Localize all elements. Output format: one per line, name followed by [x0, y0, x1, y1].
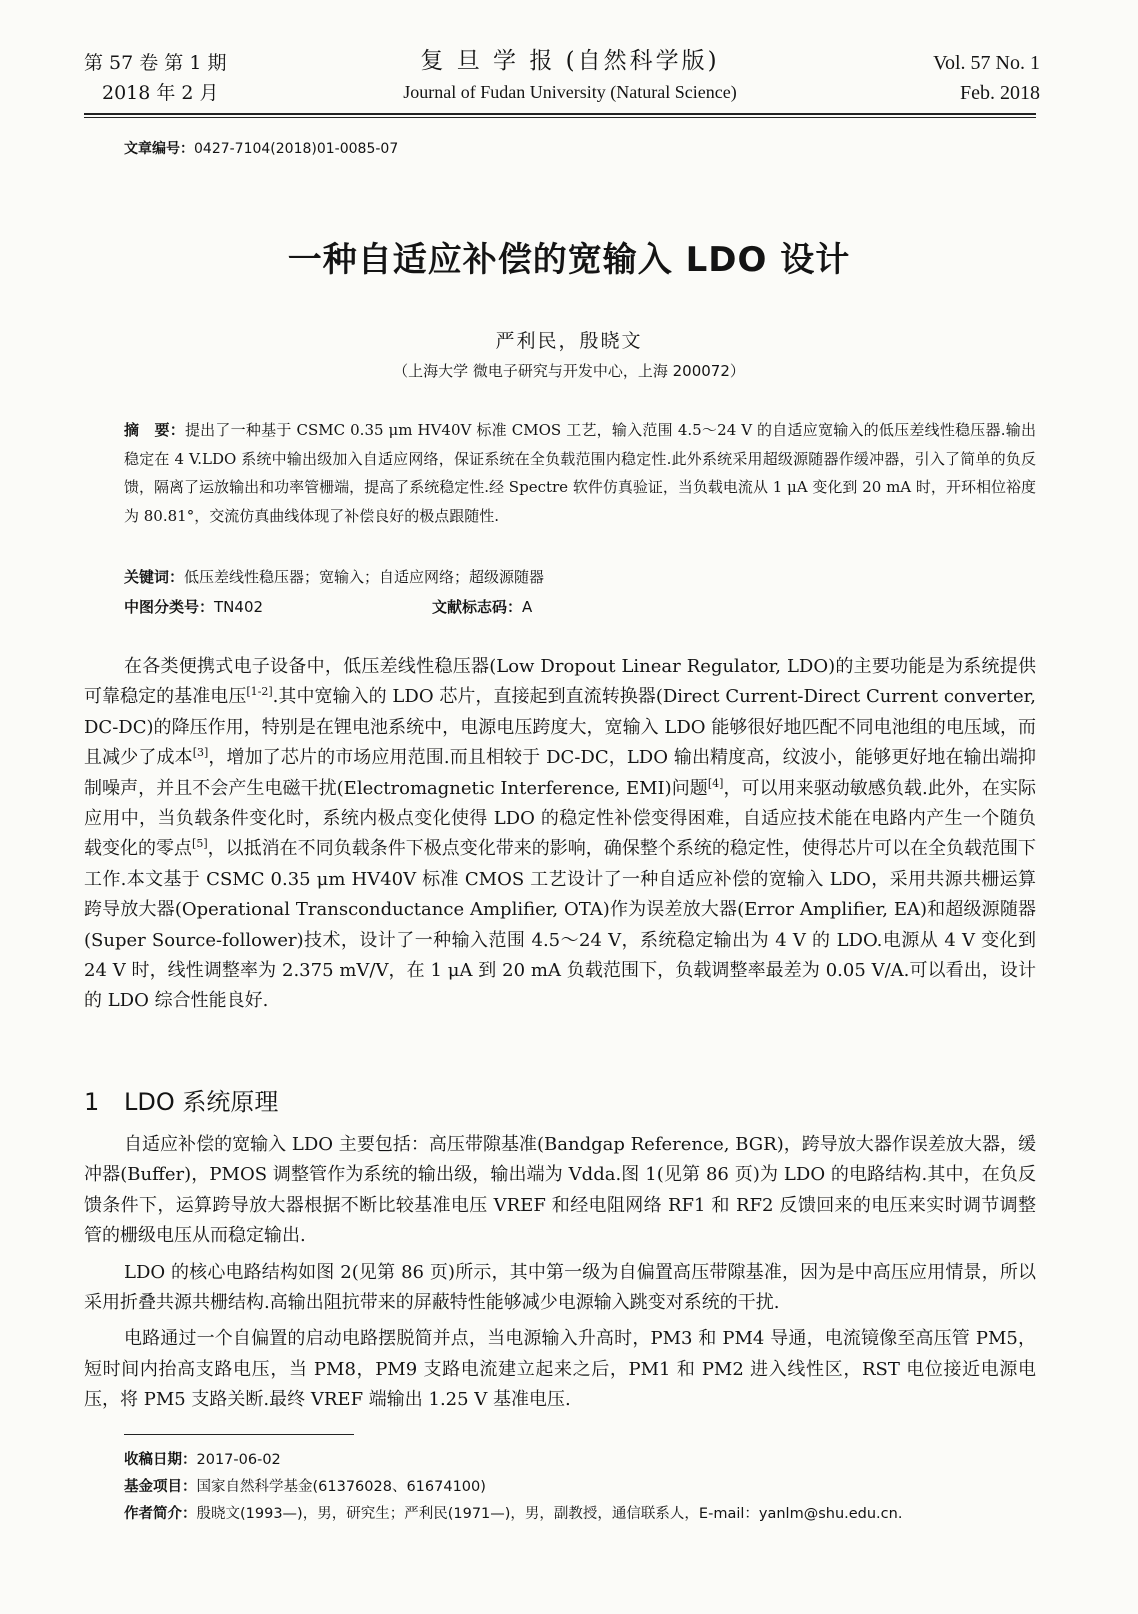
paper-title: 一种自适应补偿的宽输入 LDO 设计	[287, 240, 851, 280]
intro-paragraph	[84, 652, 1036, 1017]
footnote-rule	[124, 1434, 354, 1435]
abstract	[124, 416, 1036, 530]
header-vol-no: Vol. 57 No. 1	[933, 52, 1040, 74]
footnote-value: 2017-06-02	[196, 1452, 281, 1468]
article-number-value: 0427-7104(2018)01-0085-07	[194, 141, 399, 157]
citation: [4]	[707, 776, 724, 790]
intro-text-1: 在各类便携式电子设备中，低压差线性稳压器(Low Dropout Linear Regulator, LDO)的主要功能是为系统提供可靠稳定的基准电压	[84, 656, 1036, 708]
header-volume-issue: 第 57 卷 第 1 期	[84, 52, 227, 74]
footnote-author-bio	[124, 1501, 902, 1528]
intro-text-4: ，可以用来驱动敏感负载.此外，在实际应用中，当负载条件变化时，系统内极点变化使得 LDO 的稳定性补偿变得困难，自适应技术能在电路内产生一个随负载变化的零点	[84, 777, 1036, 860]
header-issue	[84, 48, 226, 108]
section-paragraph: LDO 的核心电路结构如图 2(见第 86 页)所示，其中第一级为自偏置高压带隙基准，因为是中高压应用情景，所以采用折叠共源共栅结构.高输出阻抗带来的屏蔽特性能够减少电源输入跳变对系统的干扰.	[84, 1261, 1036, 1314]
header-rule-thin	[84, 117, 1036, 118]
footnote-value: 殷晓文(1993—)，男，研究生；严利民(1971—)，男，副教授，通信联系人，E-mail：yanlm@shu.edu.cn.	[196, 1506, 903, 1522]
header-volume-en	[933, 48, 1040, 108]
footnote-value: 国家自然科学基金(61376028、61674100)	[196, 1479, 486, 1495]
intro-text-3: ，增加了芯片的市场应用范围.而且相较于 DC-DC，LDO 输出精度高，纹波小，能够更好地在输出端抑制噪声，并且不会产生电磁干扰(Electromagnetic Interference, EMI)问题	[84, 747, 1036, 799]
affiliation: （上海大学 微电子研究与开发中心，上海 200072）	[393, 362, 745, 380]
intro-text-5: ，以抵消在不同负载条件下极点变化带来的影响，确保整个系统的稳定性，使得芯片可以在全负载范围下工作.本文基于 CSMC 0.35 μm HV40V 标准 CMOS 工艺设计了一种自适应补偿的宽输入 LDO，采用共源共栅运算跨导放大器(Operational Transconductance Amplifier, OTA)作为误差放大器(Error Amplifier, EA)和超级源随器(Super Source-follower)技术，设计了一种输入范围 4.5～24 V，系统稳定输出为 4 V 的 LDO.电源从 4 V 变化到 24 V 时，线性调整率为 2.375 mV/V，在 1 μA 到 20 mA 负载范围下，负载调整率最差为 0.05 V/A.可以看出，设计的 LDO 综合性能良好.	[84, 838, 1036, 1012]
section-body	[84, 1130, 1036, 1422]
section-paragraph: 电路通过一个自偏置的启动电路摆脱简并点，当电源输入升高时，PM3 和 PM4 导通，电流镜像至高压管 PM5，短时间内抬高支路电压，当 PM8，PM9 支路电流建立起来之后，PM1 和 PM2 进入线性区，RST 电位接近电源电压，将 PM5 支路关断.最终 VREF 端输出 1.25 V 基准电压.	[84, 1328, 1036, 1411]
keywords-value: 低压差线性稳压器；宽输入；自适应网络；超级源随器	[184, 568, 545, 586]
header-date-cn: 2018 年 2 月	[102, 82, 219, 104]
footnote-label: 作者简介：	[124, 1506, 197, 1522]
journal-name-en: Journal of Fudan University (Natural Science)	[403, 82, 737, 102]
classification-label: 中图分类号：	[124, 598, 215, 616]
article-number	[124, 138, 398, 158]
section-number: 1	[84, 1088, 100, 1116]
header-date-en: Feb. 2018	[960, 82, 1040, 104]
section-paragraph: 自适应补偿的宽输入 LDO 主要包括：高压带隙基准(Bandgap Reference, BGR)，跨导放大器作误差放大器，缓冲器(Buffer)，PMOS 调整管作为系统的输出级，输出端为 Vdda.图 1(见第 86 页)为 LDO 的电路结构.其中，在负反馈条件下，运算跨导放大器根据不断比较基准电压 VREF 和经电阻网络 RF1 和 RF2 反馈回来的电压来实时调节调整管的栅级电压从而稳定输出.	[84, 1134, 1036, 1247]
journal-name-cn: 复 旦 学 报 (自然科学版)	[420, 48, 720, 74]
authors: 严利民，殷晓文	[495, 330, 643, 352]
header-rule-thick	[84, 113, 1036, 115]
footnote-label: 收稿日期：	[124, 1452, 197, 1468]
citation: [3]	[192, 746, 209, 760]
section-title: LDO 系统原理	[124, 1088, 279, 1116]
document-code-value: A	[522, 598, 533, 616]
abstract-label: 摘 要：	[124, 421, 185, 439]
document-code	[432, 596, 532, 617]
intro-text-2: .其中宽输入的 LDO 芯片，直接起到直流转换器(Direct Current-Direct Current converter, DC-DC)的降压作用，特别是在锂电池系统中，电源电压跨度大，宽输入 LDO 能够很好地匹配不同电池组的电压域，而且减少了成本	[84, 686, 1037, 769]
footnote-label: 基金项目：	[124, 1479, 197, 1495]
keywords-label: 关键词：	[124, 568, 185, 586]
section-heading	[84, 1082, 278, 1117]
article-number-label: 文章编号：	[124, 141, 194, 157]
abstract-text: 提出了一种基于 CSMC 0.35 μm HV40V 标准 CMOS 工艺，输入范围 4.5～24 V 的自适应宽输入的低压差线性稳压器.输出稳定在 4 V.LDO 系统中输出级加入自适应网络，保证系统在全负载范围内稳定性.此外系统采用超级源随器作缓冲器，引入了简单的负反馈，隔离了运放输出和功率管栅端，提高了系统稳定性.经 Spectre 软件仿真验证，当负载电流从 1 μA 变化到 20 mA 时，开环相位裕度为 80.81°，交流仿真曲线体现了补偿良好的极点跟随性.	[124, 421, 1036, 525]
citation: [1-2]	[246, 685, 273, 699]
keywords	[124, 566, 544, 587]
footnote-received	[124, 1447, 902, 1474]
footnotes	[124, 1447, 902, 1528]
classification-value: TN402	[214, 598, 264, 616]
classification-number	[124, 596, 263, 617]
document-code-label: 文献标志码：	[432, 598, 523, 616]
footnote-fund	[124, 1474, 902, 1501]
citation: [5]	[192, 837, 208, 851]
header-journal	[330, 46, 810, 106]
